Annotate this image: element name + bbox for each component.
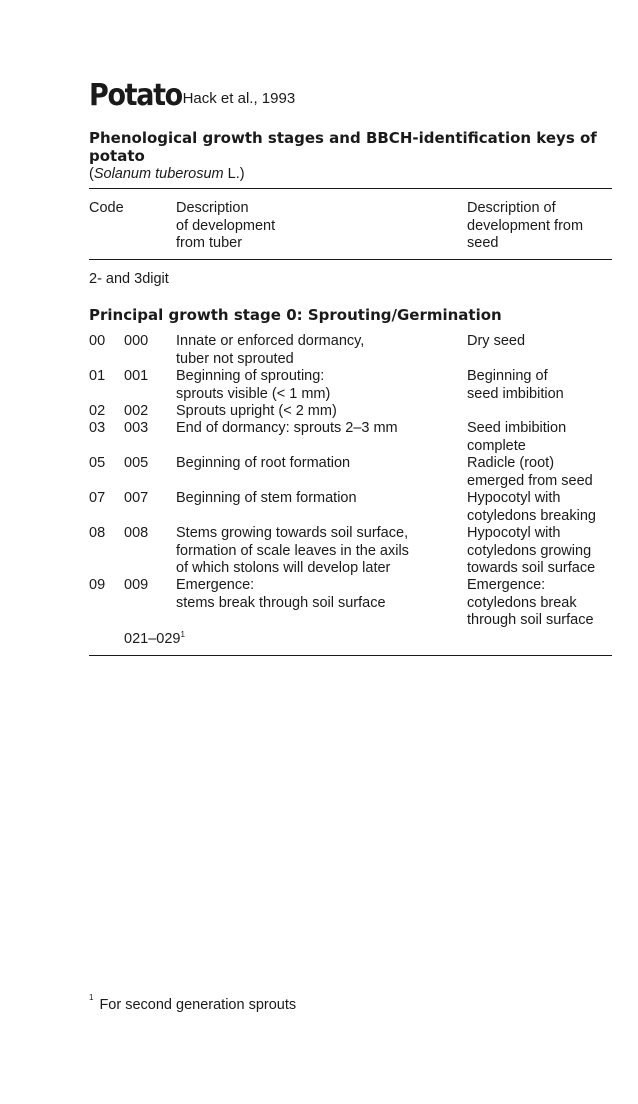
header-desc-seed-line: development from	[467, 217, 584, 234]
seed-description	[467, 577, 617, 630]
code-2digit: 02	[89, 403, 106, 419]
range-note	[124, 630, 185, 647]
code-3digit: 007	[124, 490, 149, 506]
tuber-description	[176, 577, 456, 612]
seed-description-line: Dry seed	[467, 333, 526, 349]
header-desc-tuber-line: from tuber	[176, 235, 243, 251]
seed-description	[467, 455, 617, 490]
subtitle: Phenological growth stages and BBCH-identification keys of potato	[89, 129, 597, 165]
header-desc-tuber	[176, 200, 275, 253]
digits-note: 2- and 3digit	[89, 271, 169, 287]
tuber-description-line: formation of scale leaves in the axils	[176, 542, 409, 559]
reference: Hack et al., 1993	[182, 90, 296, 107]
tuber-description-line: of which stolons will develop later	[176, 560, 391, 576]
seed-description	[467, 490, 617, 525]
header-desc-seed-line: seed	[467, 235, 499, 251]
range-sup: 1	[180, 630, 185, 639]
tuber-description	[176, 333, 456, 368]
code-2digit: 07	[89, 490, 106, 506]
seed-description-line: emerged from seed	[467, 472, 593, 489]
code-2digit: 01	[89, 368, 106, 384]
seed-description-line: Seed imbibition	[467, 420, 567, 436]
title-line	[89, 78, 295, 113]
page-title: Potato	[89, 78, 182, 113]
header-desc-seed	[467, 200, 583, 253]
footnote	[89, 993, 297, 1013]
seed-description-line: towards soil surface	[467, 560, 596, 576]
seed-description-line: through soil surface	[467, 612, 594, 628]
header-desc-seed-line: Description of	[467, 200, 556, 216]
tuber-description-line: Beginning of root formation	[176, 455, 351, 471]
tuber-description-line: Beginning of stem formation	[176, 490, 357, 506]
tuber-description	[176, 525, 456, 578]
tuber-description	[176, 420, 456, 438]
seed-description-line: cotyledons growing	[467, 542, 592, 559]
tuber-description	[176, 368, 456, 403]
seed-description-line: Radicle (root)	[467, 455, 555, 471]
tuber-description-line: stems break through soil surface	[176, 594, 386, 611]
code-2digit: 03	[89, 420, 106, 436]
species-line	[89, 166, 245, 182]
seed-description-line: seed imbibition	[467, 385, 564, 402]
range-text: 021–029	[124, 630, 181, 647]
code-3digit: 003	[124, 420, 149, 436]
header-rule	[89, 259, 612, 260]
tuber-description	[176, 490, 456, 508]
code-3digit: 002	[124, 403, 149, 419]
header-desc-tuber-line: of development	[176, 217, 276, 234]
species-name: Solanum tuberosum	[93, 166, 224, 182]
tuber-description-line: tuber not sprouted	[176, 350, 294, 367]
seed-description-line: complete	[467, 437, 526, 454]
seed-description-line: Emergence:	[467, 577, 546, 593]
tuber-description-line: Sprouts upright (< 2 mm)	[176, 403, 337, 419]
tuber-description	[176, 403, 456, 421]
top-rule	[89, 188, 612, 189]
seed-description	[467, 525, 617, 578]
code-3digit: 009	[124, 577, 149, 593]
tuber-description-line: Emergence:	[176, 577, 255, 593]
seed-description-line: cotyledons breaking	[467, 507, 596, 524]
seed-description	[467, 420, 617, 455]
tuber-description-line: End of dormancy: sprouts 2–3 mm	[176, 420, 398, 436]
code-3digit: 005	[124, 455, 149, 471]
tuber-description-line: Innate or enforced dormancy,	[176, 333, 365, 349]
species-open: (	[89, 166, 94, 182]
code-3digit: 000	[124, 333, 149, 349]
code-2digit: 05	[89, 455, 106, 471]
tuber-description-line: Stems growing towards soil surface,	[176, 525, 409, 541]
bottom-rule	[89, 655, 612, 656]
code-2digit: 08	[89, 525, 106, 541]
footnote-marker: 1	[89, 993, 94, 1002]
code-2digit: 00	[89, 333, 106, 349]
seed-description-line: Beginning of	[467, 368, 548, 384]
header-code: Code	[89, 200, 124, 216]
seed-description	[467, 368, 617, 403]
stage-heading: Principal growth stage 0: Sprouting/Germination	[89, 306, 502, 324]
species-close: L.)	[223, 166, 245, 182]
header-desc-tuber-line: Description	[176, 200, 249, 216]
seed-description-line: cotyledons break	[467, 594, 577, 611]
tuber-description-line: sprouts visible (< 1 mm)	[176, 385, 331, 402]
tuber-description	[176, 455, 456, 473]
code-2digit: 09	[89, 577, 106, 593]
seed-description	[467, 333, 617, 351]
footnote-text: For second generation sprouts	[99, 996, 297, 1013]
code-3digit: 001	[124, 368, 149, 384]
seed-description-line: Hypocotyl with	[467, 525, 561, 541]
tuber-description-line: Beginning of sprouting:	[176, 368, 325, 384]
code-3digit: 008	[124, 525, 149, 541]
seed-description-line: Hypocotyl with	[467, 490, 561, 506]
